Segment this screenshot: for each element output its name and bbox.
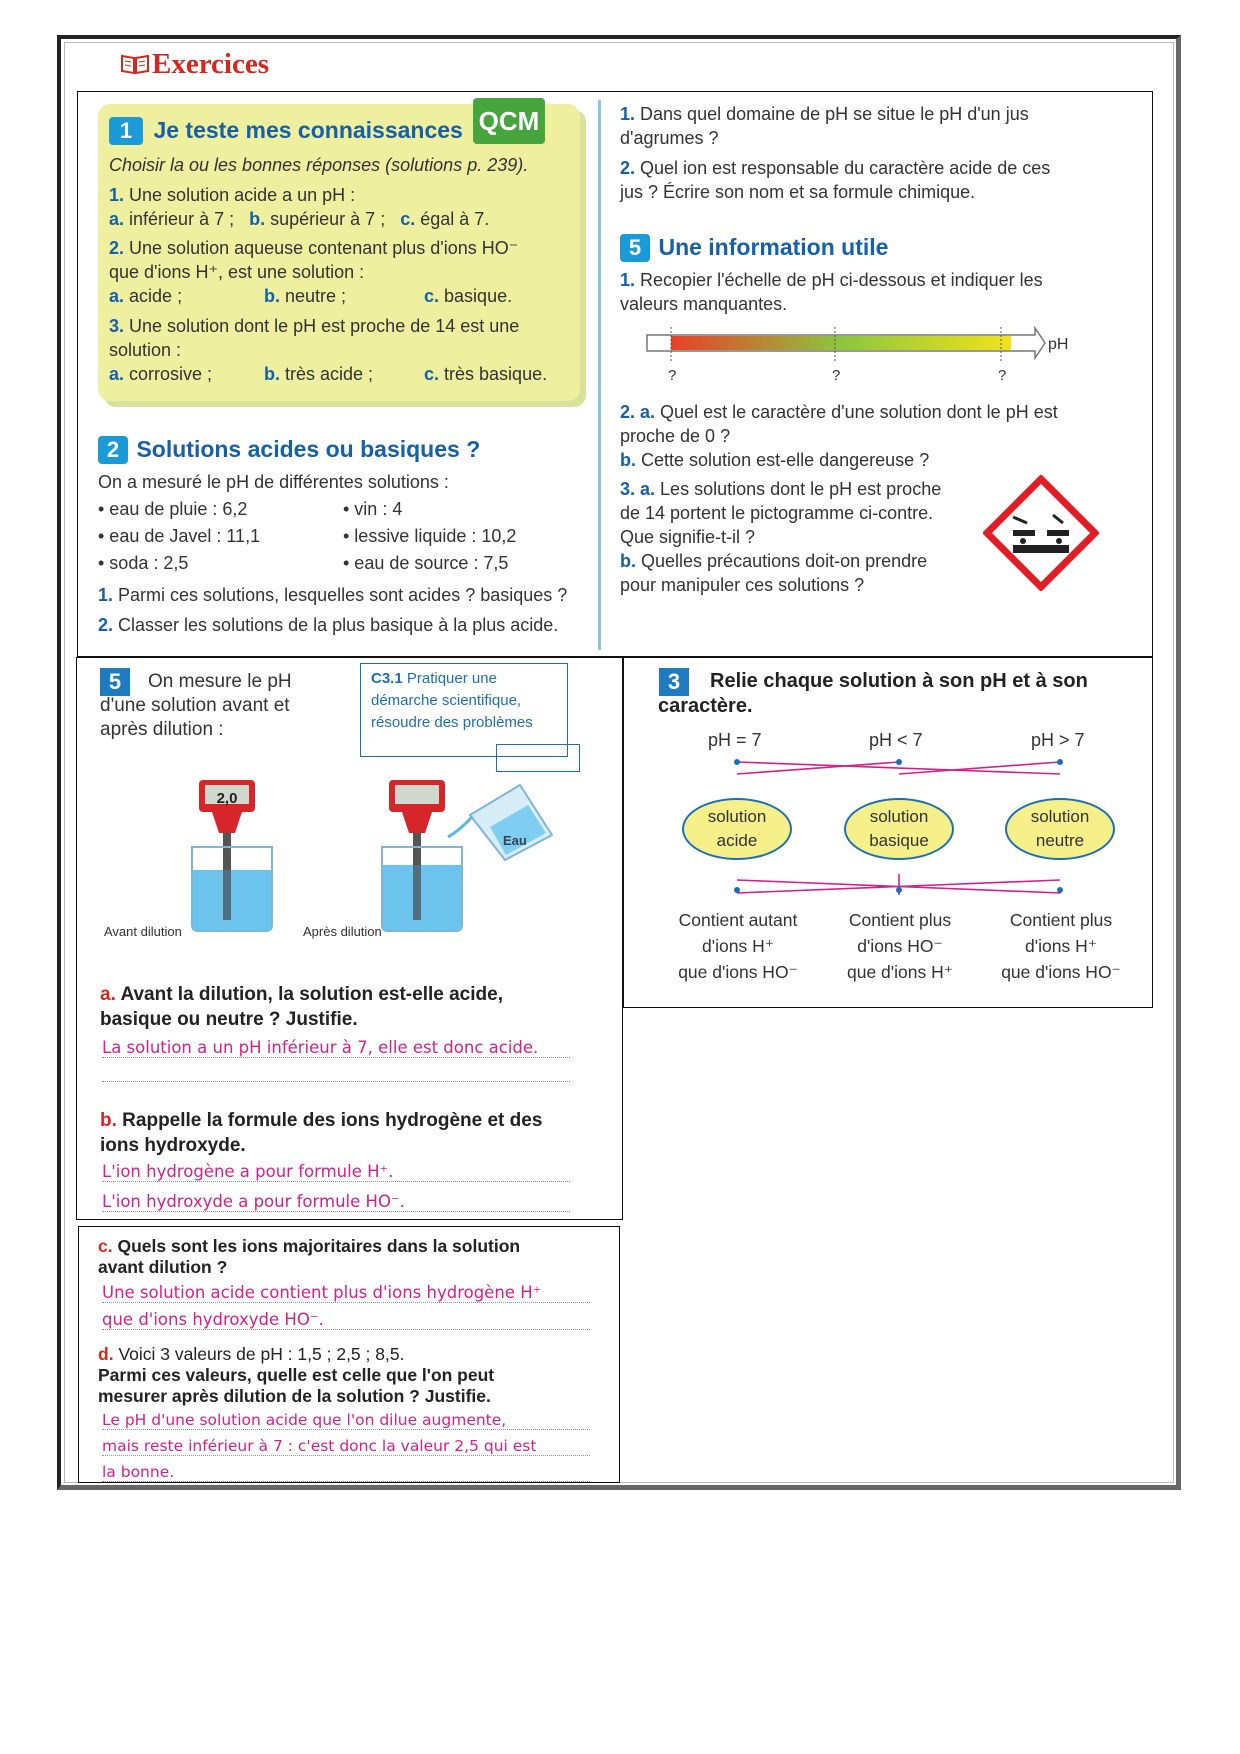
ex3-number: 3 — [659, 668, 689, 696]
ph-scale-label: pH — [1048, 336, 1069, 353]
answer-d3: la bonne. — [102, 1463, 590, 1482]
rt-q1-line2: d'agrumes ? — [620, 128, 719, 148]
ex2-item: • lessive liquide : 10,2 — [343, 526, 517, 546]
ex5top-q1: 1. Recopier l'échelle de pH ci-dessous et indiquer les — [620, 270, 1043, 290]
qcm-q3: 3. Une solution dont le pH est proche de 14 est une — [109, 316, 520, 336]
ex5b-qb: b. Rappelle la formule des ions hydrogène et des ions hydroxyde. — [100, 1110, 543, 1156]
ex3-desc: Contient plus d'ions HO⁻ que d'ions H⁺ — [847, 910, 953, 982]
ph-scale-mark: ? — [998, 367, 1007, 384]
before-dilution-label: Avant dilution — [104, 924, 182, 939]
ex5top-q3b-line2: pour manipuler ces solutions ? — [620, 575, 865, 595]
answer-c1: Une solution acide contient plus d'ions hydrogène H⁺ — [102, 1283, 590, 1303]
answer-d2: mais reste inférieur à 7 : c'est donc la valeur 2,5 qui est — [102, 1437, 590, 1456]
ex5top-heading: Une information utile — [658, 234, 889, 260]
qcm-heading: Je teste mes connaissances — [153, 117, 463, 143]
ex2-header — [98, 436, 480, 464]
ph-value-label: pH > 7 — [1031, 730, 1085, 750]
competence-text: résoudre des problèmes — [371, 714, 533, 731]
qcm-q2-options: a. acide ; — [109, 286, 183, 306]
competence-text: démarche scientifique, — [371, 692, 522, 709]
ex5top-q1-line2: valeurs manquantes. — [620, 294, 788, 314]
page-title — [120, 48, 269, 81]
solution-neutre-bubble: solution neutre — [1005, 798, 1115, 860]
answer-a: La solution a un pH inférieur à 7, elle est donc acide. — [102, 1038, 570, 1058]
ex2-number: 2 — [98, 436, 128, 464]
qcm-q3-option-c: c. très basique. — [424, 364, 548, 384]
ph-value-label: pH = 7 — [708, 730, 762, 750]
qcm-number: 1 — [109, 117, 143, 145]
ex3-number-badge — [659, 668, 689, 696]
ex2-item: • vin : 4 — [343, 499, 403, 519]
ex5top-q3b: b. Quelles précautions doit-on prendre — [620, 551, 928, 571]
solution-acide-bubble: solution acide — [682, 798, 792, 860]
ex2-q1: 1. Parmi ces solutions, lesquelles sont acides ? basiques ? — [98, 585, 568, 605]
solution-basique-bubble: solution basique — [844, 798, 954, 860]
ex3-desc: Contient autant d'ions H⁺ que d'ions HO⁻ — [678, 910, 798, 982]
ex5b-intro: d'une solution avant et — [100, 695, 290, 716]
book-icon — [120, 53, 150, 75]
title-text: Exercices — [152, 48, 270, 80]
ex3-heading: Relie chaque solution à son pH et à son — [710, 670, 1088, 692]
qcm-q2: 2. Une solution aqueuse contenant plus d'ions HO⁻ — [109, 238, 519, 258]
qcm-q3-option-a: a. corrosive ; — [109, 364, 213, 384]
ex5c-qd: d. Voici 3 valeurs de pH : 1,5 ; 2,5 ; 8,5. Parmi ces valeurs, quelle est celle que l'on peut mesurer après dilution de la solution ? Justifie. — [98, 1344, 495, 1406]
ex5b-intro: après dilution : — [100, 719, 224, 740]
ph-scale-mark: ? — [668, 367, 677, 384]
answer-b1: L'ion hydrogène a pour formule H⁺. — [102, 1162, 570, 1182]
competence-score-field[interactable] — [496, 744, 580, 772]
ex2-q2: 2. Classer les solutions de la plus basique à la plus acide. — [98, 615, 559, 635]
answer-c2: que d'ions hydroxyde HO⁻. — [102, 1310, 590, 1330]
ex2-item: • eau de source : 7,5 — [343, 553, 509, 573]
ex5b-number-badge — [100, 668, 130, 696]
competence-text: Pratiquer une — [406, 670, 497, 687]
corrosive-pictogram-icon — [983, 475, 1099, 591]
qcm-q1-options: a. inférieur à 7 ; b. supérieur à 7 ; c. égal à 7. — [109, 209, 490, 229]
rt-q2: 2. Quel ion est responsable du caractère acide de ces — [620, 158, 1051, 178]
ex3-heading-line2: caractère. — [658, 695, 753, 717]
answer-d1: Le pH d'une solution acide que l'on dilue augmente, — [102, 1411, 590, 1430]
after-dilution-label: Après dilution — [303, 924, 382, 939]
ex5top-q2: 2. a. Quel est le caractère d'une solution dont le pH est — [620, 402, 1058, 422]
qcm-q1: 1. Une solution acide a un pH : — [109, 185, 356, 205]
rt-q2-line2: jus ? Écrire son nom et sa formule chimique. — [620, 182, 976, 202]
ex2-item: • soda : 2,5 — [98, 553, 189, 573]
ex2-item: • eau de Javel : 11,1 — [98, 526, 261, 546]
qcm-q2-option-b: b. neutre ; — [264, 286, 347, 306]
ph-scale-mark: ? — [832, 367, 841, 384]
ex5top-q2-line2: proche de 0 ? — [620, 426, 731, 446]
ex5c-qc: c. Quels sont les ions majoritaires dans la solution avant dilution ? — [98, 1236, 521, 1277]
answer-b2: L'ion hydroxyde a pour formule HO⁻. — [102, 1192, 570, 1212]
ex2-heading: Solutions acides ou basiques ? — [136, 436, 481, 462]
qcm-q2-option-c: c. basique. — [424, 286, 513, 306]
meter-reading: 2,0 — [216, 790, 238, 807]
ex5top-q3-line2: de 14 portent le pictogramme ci-contre. — [620, 503, 934, 523]
ex5b-intro: On mesure le pH — [148, 671, 292, 692]
rt-q1: 1. Dans quel domaine de pH se situe le pH d'un jus — [620, 104, 1029, 124]
water-label: Eau — [503, 833, 527, 848]
competence-code: C3.1 — [371, 670, 403, 687]
qcm-q3-option-b: b. très acide ; — [264, 364, 374, 384]
ph-value-label: pH < 7 — [869, 730, 923, 750]
qcm-instruction: Choisir la ou les bonnes réponses (solutions p. 239). — [109, 155, 529, 175]
ex5top-header — [620, 234, 888, 262]
ex5b-qa: a. Avant la dilution, la solution est-elle acide, basique ou neutre ? Justifie. — [100, 984, 503, 1030]
ex5top-q3: 3. a. Les solutions dont le pH est proche — [620, 479, 942, 499]
ex5top-number: 5 — [620, 234, 650, 262]
ex5b-number: 5 — [100, 668, 130, 696]
ex5top-q3-line3: Que signifie-t-il ? — [620, 527, 756, 547]
qcm-q3-line2: solution : — [109, 340, 182, 360]
column-divider — [598, 100, 601, 650]
ex2-intro: On a mesuré le pH de différentes solutions : — [98, 472, 449, 492]
ex5top-q2b: b. Cette solution est-elle dangereuse ? — [620, 450, 930, 470]
competence-box — [360, 663, 568, 757]
answer-line — [102, 1080, 570, 1082]
ex2-item: • eau de pluie : 6,2 — [98, 499, 248, 519]
ex3-desc: Contient plus d'ions H⁺ que d'ions HO⁻ — [1001, 910, 1121, 982]
qcm-q2-line2: que d'ions H⁺, est une solution : — [109, 262, 365, 282]
qcm-header — [109, 117, 463, 145]
qcm-badge: QCM — [473, 98, 545, 144]
